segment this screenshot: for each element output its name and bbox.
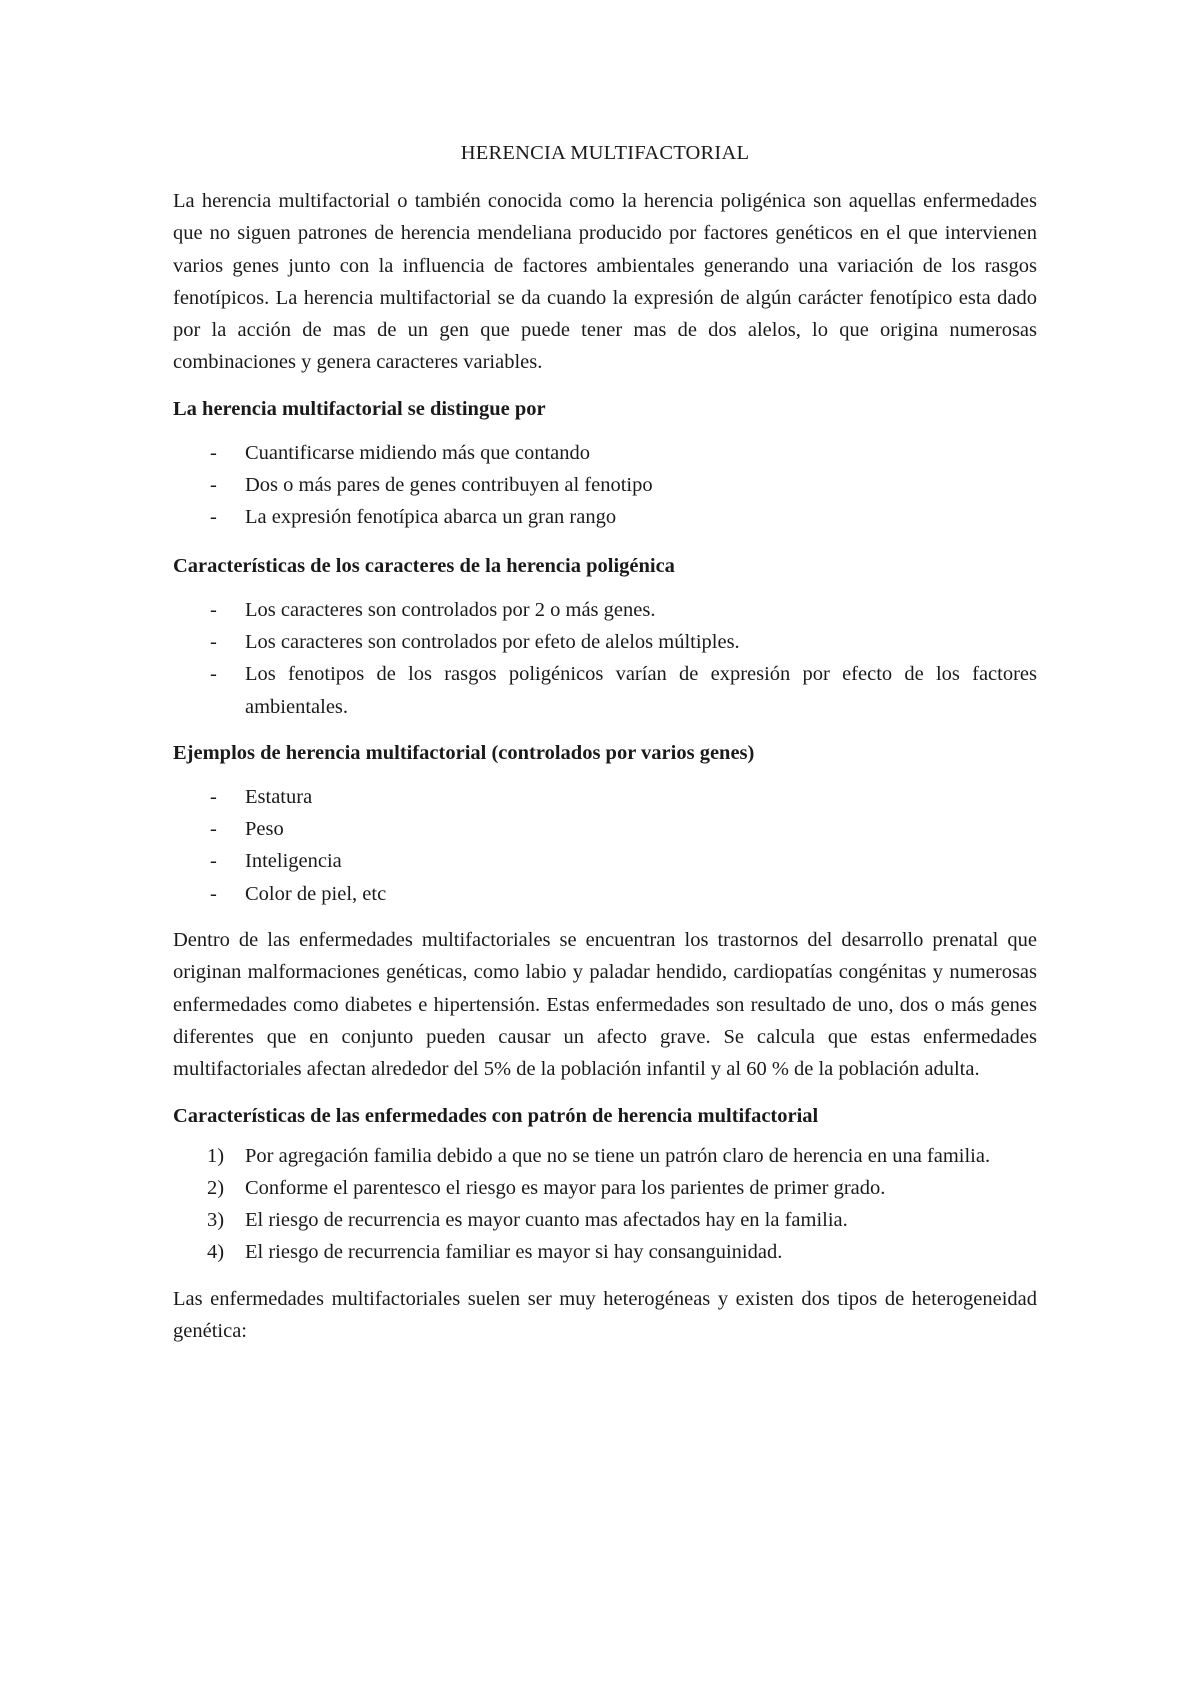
list-item: - Los caracteres son controlados por 2 o más genes.	[173, 594, 1037, 626]
list-item: 3) El riesgo de recurrencia es mayor cuanto mas afectados hay en la familia.	[173, 1204, 1037, 1236]
list-item: - Cuantificarse midiendo más que contando	[173, 437, 1037, 469]
list-item: - Estatura	[173, 781, 1037, 813]
list-item: 1) Por agregación familia debido a que no se tiene un patrón claro de herencia en una familia.	[173, 1140, 1037, 1172]
closing-paragraph: Las enfermedades multifactoriales suelen ser muy heterogéneas y existen dos tipos de heterogeneidad genética:	[173, 1287, 1037, 1343]
list-item: 4) El riesgo de recurrencia familiar es mayor si hay consanguinidad.	[173, 1236, 1037, 1268]
examples-list	[173, 781, 1037, 910]
section-heading-examples: Ejemplos de herencia multifactorial (controlados por varios genes)	[173, 741, 755, 764]
characteristics-list	[173, 594, 1037, 723]
list-item: 2) Conforme el parentesco el riesgo es mayor para los parientes de primer grado.	[173, 1172, 1037, 1204]
dash-marker: -	[210, 882, 217, 905]
distinguishing-list	[173, 437, 1037, 534]
disease-characteristics-list	[173, 1140, 1037, 1269]
intro-paragraph: La herencia multifactorial o también conocida como la herencia poligénica son aquellas enfermedades que no siguen patrones de herencia mendeliana producido por factores genéticos en el que intervienen varios genes junto con la influencia de factores ambientales generando una variación de los rasgos fenotípicos. La herencia multifactorial se da cuando la expresión de algún carácter fenotípico esta dado por la acción de mas de un gen que puede tener mas de dos alelos, lo que origina numerosas combinaciones y genera caracteres variables.	[173, 190, 1037, 374]
section-heading-characteristics: Características de los caracteres de la herencia poligénica	[173, 554, 675, 577]
diseases-paragraph: Dentro de las enfermedades multifactoriales se encuentran los trastornos del desarrollo prenatal que originan malformaciones genéticas, como labio y paladar hendido, cardiopatías congénitas y numerosas enfermedades como diabetes e hipertensión. Estas enfermedades son resultado de uno, dos o más genes diferentes que en conjunto pueden causar un afecto grave. Se calcula que estas enfermedades multifactoriales afectan alrededor del 5% de la población infantil y al 60 % de la población adulta.	[173, 929, 1037, 1081]
dash-marker: -	[210, 850, 217, 873]
dash-marker: -	[210, 506, 217, 529]
number-marker: 2)	[207, 1176, 225, 1199]
list-item: - La expresión fenotípica abarca un gran rango	[173, 501, 1037, 533]
list-item: - Peso	[173, 813, 1037, 845]
number-marker: 1)	[207, 1144, 225, 1167]
dash-marker: -	[210, 818, 217, 841]
dash-marker: -	[210, 663, 217, 686]
list-item: - Los caracteres son controlados por efeto de alelos múltiples.	[173, 626, 1037, 658]
dash-marker: -	[210, 598, 217, 621]
dash-marker: -	[210, 441, 217, 464]
section-heading-disease-characteristics: Características de las enfermedades con patrón de herencia multifactorial	[173, 1104, 819, 1127]
number-marker: 4)	[207, 1241, 225, 1264]
list-item: - Los fenotipos de los rasgos poligénicos varían de expresión por efecto de los factores ambientales.	[173, 658, 1037, 723]
document-page	[173, 142, 1037, 1347]
document-title: HERENCIA MULTIFACTORIAL	[460, 142, 750, 164]
dash-marker: -	[210, 474, 217, 497]
section-heading-distinguishing: La herencia multifactorial se distingue por	[173, 397, 546, 420]
list-item: - Inteligencia	[173, 845, 1037, 877]
list-item: - Dos o más pares de genes contribuyen al fenotipo	[173, 469, 1037, 501]
number-marker: 3)	[207, 1209, 225, 1232]
dash-marker: -	[210, 630, 217, 653]
list-item: - Color de piel, etc	[173, 878, 1037, 910]
dash-marker: -	[210, 785, 217, 808]
